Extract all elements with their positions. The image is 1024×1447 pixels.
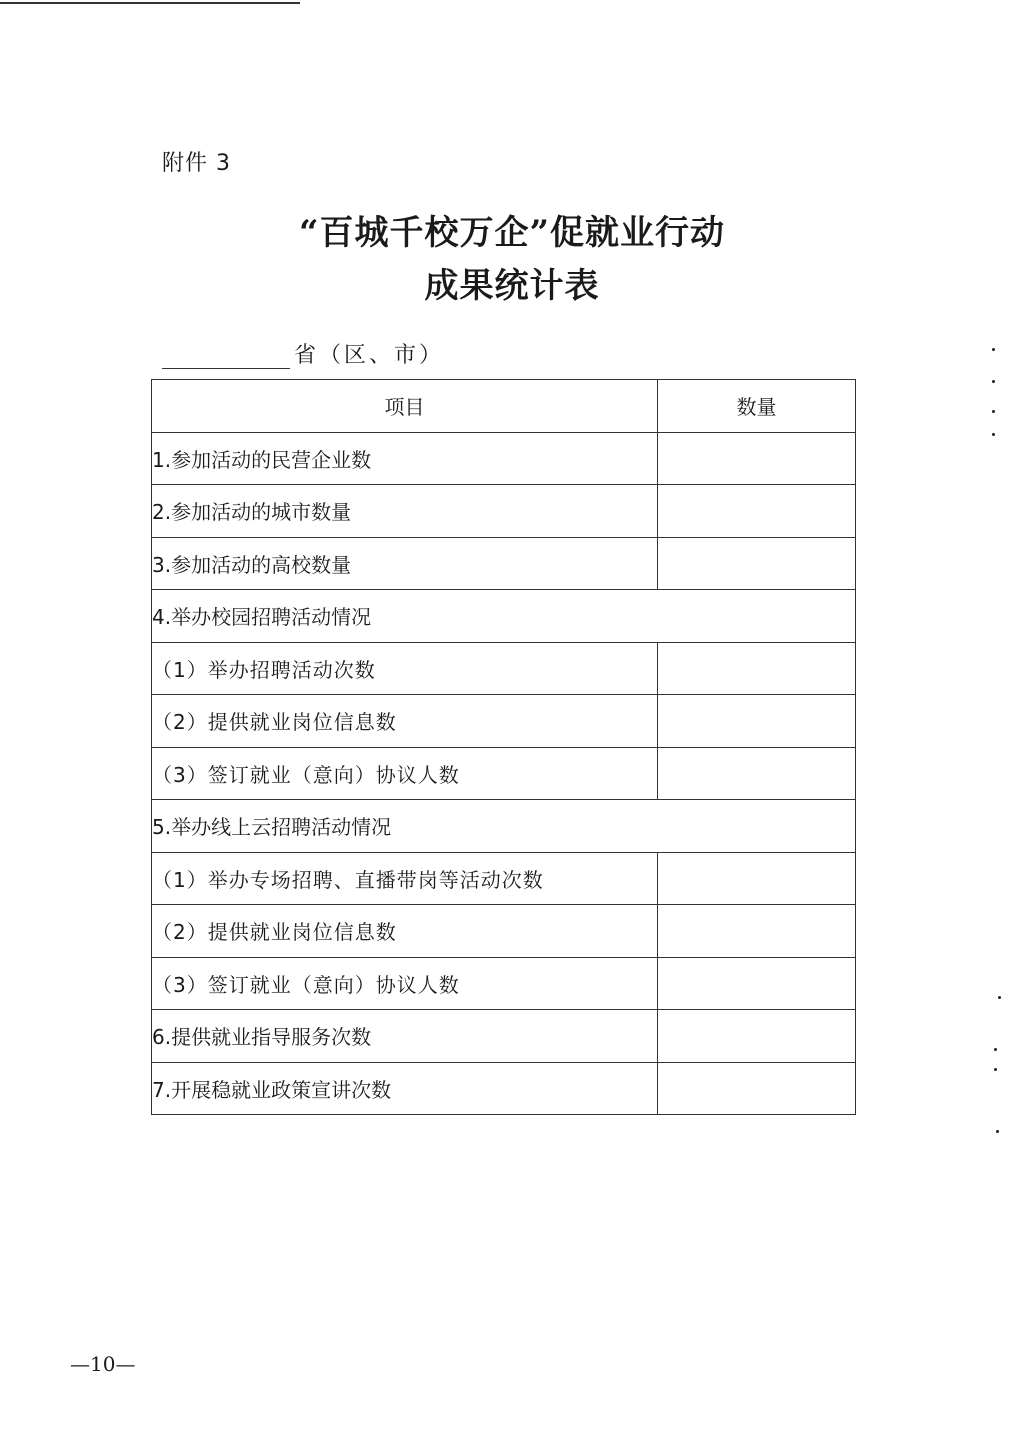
scan-speck [992, 380, 995, 383]
province-suffix: 省（区、市） [294, 343, 445, 368]
table-row [152, 537, 856, 590]
quantity-cell[interactable] [658, 747, 856, 800]
quantity-cell[interactable] [658, 1062, 856, 1115]
scan-speck [994, 1048, 997, 1051]
scan-speck [998, 996, 1001, 999]
table-body [152, 432, 856, 1115]
document-title-line-2: 成果统计表 [424, 266, 600, 306]
quantity-cell[interactable] [658, 537, 856, 590]
row-label: 3.参加活动的高校数量 [152, 537, 658, 590]
province-field [162, 338, 444, 369]
scan-speck [992, 433, 995, 436]
document-title-line-1: “百城千校万企”促就业行动 [298, 213, 726, 253]
row-label: 2.参加活动的城市数量 [152, 485, 658, 538]
scan-speck [992, 410, 995, 413]
table-row [152, 432, 856, 485]
quantity-cell[interactable] [658, 485, 856, 538]
table-row [152, 590, 856, 643]
row-label: （1）举办招聘活动次数 [152, 642, 658, 695]
row-label: （3）签订就业（意向）协议人数 [152, 747, 658, 800]
table-row [152, 800, 856, 853]
table-row [152, 747, 856, 800]
table-row [152, 905, 856, 958]
row-label: 1.参加活动的民营企业数 [152, 432, 658, 485]
quantity-cell[interactable] [658, 1010, 856, 1063]
table-row [152, 852, 856, 905]
scan-speck [994, 1068, 997, 1071]
row-label: 5.举办线上云招聘活动情况 [152, 800, 856, 853]
row-label: （1）举办专场招聘、直播带岗等活动次数 [152, 852, 658, 905]
table-row [152, 642, 856, 695]
row-label: 4.举办校园招聘活动情况 [152, 590, 856, 643]
top-edge-rule [0, 2, 300, 4]
header-item: 项目 [152, 380, 658, 433]
table-row [152, 1010, 856, 1063]
header-quantity: 数量 [658, 380, 856, 433]
province-blank-line [162, 342, 290, 369]
quantity-cell[interactable] [658, 905, 856, 958]
table-row [152, 695, 856, 748]
statistics-table [151, 379, 856, 1115]
scan-speck [992, 348, 995, 351]
row-label: （3）签订就业（意向）协议人数 [152, 957, 658, 1010]
row-label: 6.提供就业指导服务次数 [152, 1010, 658, 1063]
table-row [152, 957, 856, 1010]
row-label: （2）提供就业岗位信息数 [152, 695, 658, 748]
table-header-row [152, 380, 856, 433]
attachment-label: 附件 3 [162, 151, 231, 176]
row-label: 7.开展稳就业政策宣讲次数 [152, 1062, 658, 1115]
quantity-cell[interactable] [658, 642, 856, 695]
quantity-cell[interactable] [658, 957, 856, 1010]
row-label: （2）提供就业岗位信息数 [152, 905, 658, 958]
page-number: —10— [70, 1352, 136, 1376]
table-row [152, 485, 856, 538]
quantity-cell[interactable] [658, 695, 856, 748]
table-row [152, 1062, 856, 1115]
scan-speck [996, 1130, 999, 1133]
quantity-cell[interactable] [658, 432, 856, 485]
quantity-cell[interactable] [658, 852, 856, 905]
